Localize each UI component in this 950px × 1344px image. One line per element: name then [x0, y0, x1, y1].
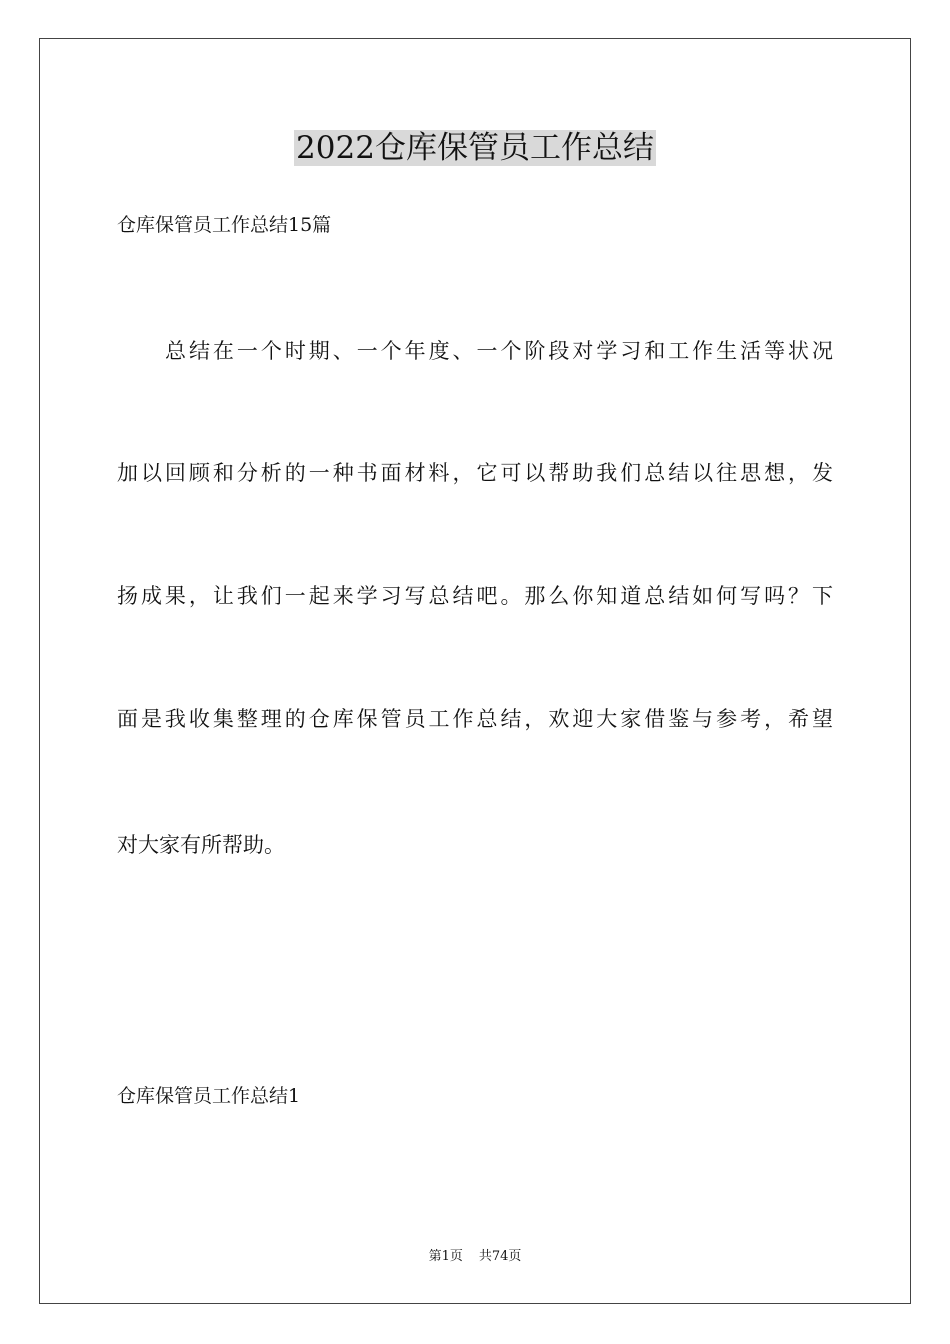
total-pages: 共74页	[478, 1249, 522, 1264]
paragraph-line: 扬成果，让我们一起来学习写总结吧。那么你知道总结如何写吗？下	[117, 584, 833, 608]
paragraph-line: 总结在一个时期、一个年度、一个阶段对学习和工作生活等状况	[165, 339, 833, 363]
document-subtitle: 仓库保管员工作总结15篇	[117, 214, 332, 236]
paragraph-line: 加以回顾和分析的一种书面材料，它可以帮助我们总结以往思想，发	[117, 461, 833, 485]
page-footer	[0, 1247, 950, 1267]
paragraph-line: 对大家有所帮助。	[117, 833, 285, 857]
section-heading: 仓库保管员工作总结1	[117, 1085, 301, 1107]
page-number: 第1页	[428, 1249, 463, 1264]
document-title	[0, 126, 950, 170]
paragraph-line: 面是我收集整理的仓库保管员工作总结，欢迎大家借鉴与参考，希望	[117, 707, 833, 731]
document-title-text: 2022仓库保管员工作总结	[296, 130, 654, 166]
